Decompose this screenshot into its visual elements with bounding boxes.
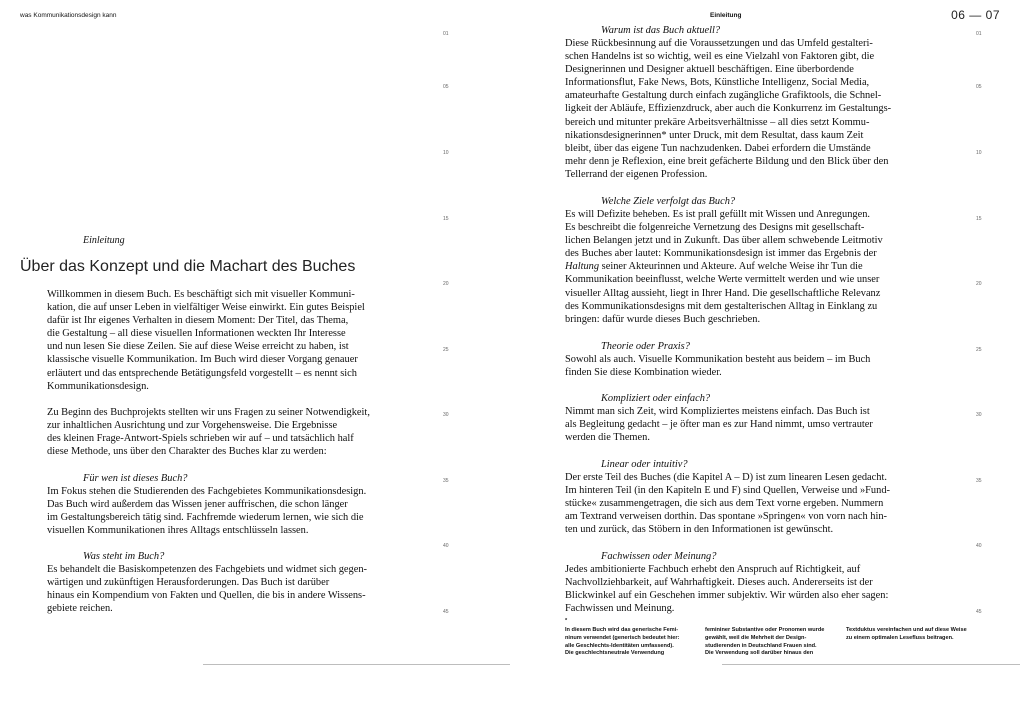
footnote-column-2: femininer Substantive oder Pronomen wurde gewählt, weil die Mehrheit der Design- studierenden in Deutschland Frauen sind. Die Verwendung soll darüber hinaus den bbox=[705, 627, 825, 657]
page-numbers: 06 — 07 bbox=[951, 8, 1000, 22]
question-heading: Für wen ist dieses Buch? bbox=[83, 473, 188, 484]
answer-paragraph: Diese Rückbesinnung auf die Voraussetzungen und das Umfeld gestalteri- schen Handelns ist so wichtig, weil es eine Vielzahl von Faktoren gibt, die Designerinnen und Designer aktuell beschäftigen. Eine überbordende Informationsflut, Fake News, Bots, Künstliche Intelligenz, Social Media, amateurhafte Gestaltung durch einfach zugängliche Grafiktools, die Schnel- ligkeit der Abläufe, Effizienzdruck, aber auch die Konkurrenz im Gestaltungs- bereich und mitunter prekäre Arbeitsverhältnisse – all dies setzt Kommu- nikationsdesignerinnen* unter Druck, mit dem Resultat, dass kaum Zeit bleibt, über das eigene Tun nachzudenken. Dabei erfordern die Umstände mehr denn je Reflexion, eine breit gefächerte Bildung und den Blick über den Tellerrand der eigenen Profession. bbox=[565, 38, 892, 180]
line-number: 20 bbox=[443, 281, 449, 287]
line-number: 15 bbox=[976, 216, 982, 222]
answer-paragraph: Jedes ambitionierte Fachbuch erhebt den Anspruch auf Richtigkeit, auf Nachvollziehbarkeit, auf Wahrhaftigkeit. Dieses auch. Andererseits ist der Blickwinkel auf ein Geschehen immer subjektiv. Wir würden also eher sagen: Fachwissen und Meinung. bbox=[565, 564, 889, 615]
line-number: 40 bbox=[976, 543, 982, 549]
line-number: 30 bbox=[443, 412, 449, 418]
answer-paragraph: Der erste Teil des Buches (die Kapitel A – D) ist zum linearen Lesen gedacht. Im hinteren Teil (in den Kapiteln E und F) sind Quellen, Verweise und »Fund- stücke« zusammengetragen, die sich aus dem Text vorne ergeben. Nummern am Textrand verweisen dorthin. Das spontane »Springen« von vorn nach hin- ten und zurück, das Stöbern in den Informationen ist gewünscht. bbox=[565, 472, 890, 536]
question-heading: Kompliziert oder einfach? bbox=[601, 393, 711, 404]
answer-paragraph: Es will Defizite beheben. Es ist prall gefüllt mit Wissen und Anregungen. Es beschreibt die folgenreiche Vernetzung des Designs mit gesellschaft- lichen Belangen jetzt und in Zukunft. Das über allem schwebende Leitmotiv des Buches aber lautet: Kommunikationsdesign ist immer das Ergebnis der Haltung seiner Akteurinnen und Akteure. Auf welche Weise ihr Tun die Kommunikation beeinflusst, welche Werte vermittelt werden und wie unser visueller Alltag aussieht, liegt in Ihrer Hand. Die gesellschaftliche Relevanz des Kommunikationsdesigns mit dem gestalterischen Alltag in Einklang zu bringen: dafür wurde dieses Buch geschrieben. bbox=[565, 209, 883, 325]
line-number: 35 bbox=[443, 478, 449, 484]
line-number: 40 bbox=[443, 543, 449, 549]
line-number: 25 bbox=[976, 347, 982, 353]
bottom-rule-right bbox=[722, 664, 1020, 665]
line-number: 05 bbox=[976, 84, 982, 90]
question-heading: Linear oder intuitiv? bbox=[601, 459, 688, 470]
answer-paragraph: Es behandelt die Basiskompetenzen des Fachgebiets und widmet sich gegen- wärtigen und zukünftigen Herausforderungen. Das Buch ist darüber hinaus ein Kompendium von Fakten und Quellen, die bis in andere Wissens- gebiete reichen. bbox=[47, 564, 368, 615]
bottom-rule-left bbox=[203, 664, 510, 665]
answer-paragraph: Nimmt man sich Zeit, wird Kompliziertes meistens einfach. Das Buch ist als Begleitung gedacht – je öfter man es zur Hand nimmt, umso vertrauter werden die Themen. bbox=[565, 406, 873, 444]
chapter-title: Über das Konzept und die Machart des Buches bbox=[20, 258, 356, 275]
emphasis-haltung: Haltung bbox=[565, 261, 600, 273]
answer-paragraph: Sowohl als auch. Visuelle Kommunikation besteht aus beidem – im Buch finden Sie diese Kombination wieder. bbox=[565, 354, 871, 379]
line-number: 20 bbox=[976, 281, 982, 287]
question-heading: Fachwissen oder Meinung? bbox=[601, 551, 717, 562]
intro-paragraph: Willkommen in diesem Buch. Es beschäftigt sich mit visueller Kommuni- kation, die auf unser Leben in vielfältiger Weise einwirkt. Ein gutes Beispiel dafür ist Ihr eigenes Verhalten in diesem Moment: Der Titel, das Thema, die Gestaltung – all diese visuellen Informationen weckten Ihr Interesse und nun lesen Sie diese Zeilen. Sie auf diese Weise erreicht zu haben, ist klassische visuelle Kommunikation. Im Buch wird dieser Vorgang genauer erläutert und das entsprechende Betätigungsfeld vorgestellt – es nennt sich Kommunikationsdesign. bbox=[47, 289, 365, 392]
footnote-column-1: In diesem Buch wird das generische Femi- ninum verwendet (generisch bedeutet hier: alle Geschlechts-Identitäten umfassend). Die geschlechtsneutrale Verwendung bbox=[565, 627, 680, 657]
project-paragraph: Zu Beginn des Buchprojekts stellten wir uns Fragen zu seiner Notwendigkeit, zur inhaltlichen Ausrichtung und zur Vorgehensweise. Die Ergebnisse des kleinen Frage-Antwort-Spiels schrieben wir auf – und tatsächlich half diese Methode, uns über den Charakter des Buches klar zu werden: bbox=[47, 407, 370, 458]
chapter-label: Einleitung bbox=[83, 235, 125, 246]
line-number: 05 bbox=[443, 84, 449, 90]
line-number: 25 bbox=[443, 347, 449, 353]
line-number: 35 bbox=[976, 478, 982, 484]
question-heading: Theorie oder Praxis? bbox=[601, 341, 690, 352]
answer-paragraph: Im Fokus stehen die Studierenden des Fachgebietes Kommunikationsdesign. Das Buch wird außerdem das Wissen jener auffrischen, die schon länger im Gestaltungsbereich tätig sind. Fachfremde wiederum lernen, wie sich die visuellen Kommunikationen ihres Alltags entschlüsseln lassen. bbox=[47, 486, 367, 537]
question-heading: Was steht im Buch? bbox=[83, 551, 165, 562]
line-number: 45 bbox=[443, 609, 449, 615]
footnote-column-3: Textduktus vereinfachen und auf diese Weise zu einem optimalen Lesefluss beitragen. bbox=[846, 627, 967, 641]
line-number: 01 bbox=[443, 31, 449, 37]
footnote-mark: * bbox=[565, 618, 568, 624]
line-number: 45 bbox=[976, 609, 982, 615]
line-number: 10 bbox=[976, 150, 982, 156]
line-number: 30 bbox=[976, 412, 982, 418]
line-number: 10 bbox=[443, 150, 449, 156]
question-heading: Warum ist das Buch aktuell? bbox=[601, 25, 721, 36]
running-head-right: Einleitung bbox=[710, 12, 742, 19]
running-head-left: was Kommunikationsdesign kann bbox=[20, 12, 117, 19]
question-heading: Welche Ziele verfolgt das Buch? bbox=[601, 196, 736, 207]
line-number: 01 bbox=[976, 31, 982, 37]
line-number: 15 bbox=[443, 216, 449, 222]
